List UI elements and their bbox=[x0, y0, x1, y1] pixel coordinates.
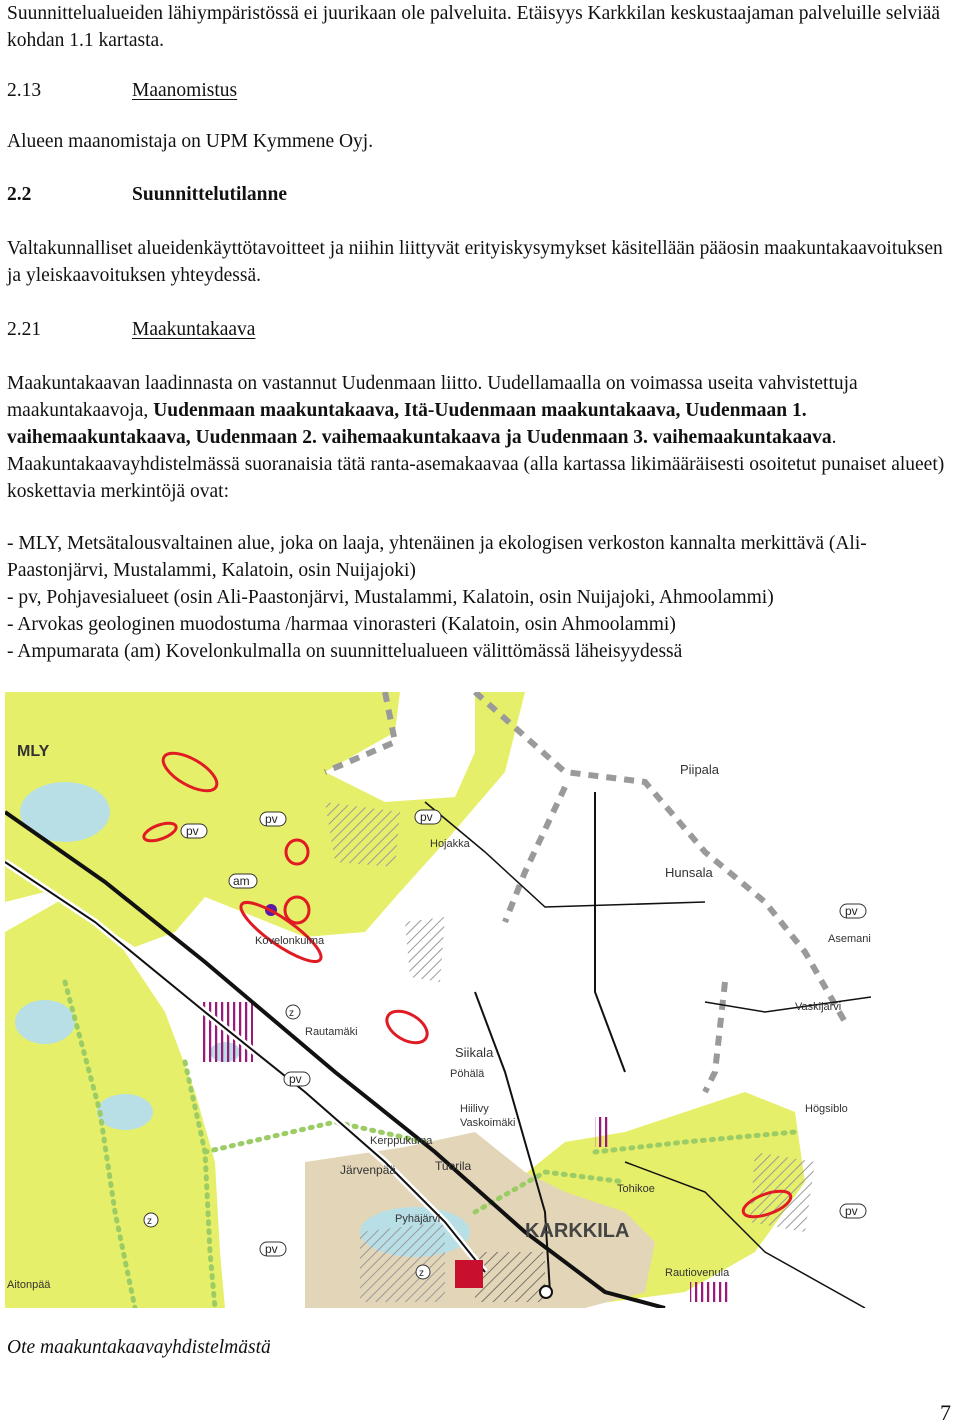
section-number: 2.21 bbox=[7, 319, 42, 340]
pv-symbol bbox=[284, 1072, 310, 1086]
maakuntakaava-paragraph bbox=[7, 370, 952, 505]
page-number: 7 bbox=[940, 1400, 951, 1425]
lake bbox=[15, 1000, 75, 1044]
section-title: Suunnittelutilanne bbox=[132, 184, 287, 205]
pv-symbol bbox=[260, 1242, 286, 1256]
map-label-siikala: Siikala bbox=[455, 1045, 494, 1060]
svg-text:pv: pv bbox=[845, 1204, 858, 1218]
map-label-kovelonkulma: Kovelonkulma bbox=[255, 935, 325, 947]
z-symbol bbox=[416, 1265, 430, 1279]
pv-symbol bbox=[415, 810, 441, 824]
bullet-geologic: - Arvokas geologinen muodostuma /harmaa vinorasteri (Kalatoin, osin Ahmoolammi) bbox=[7, 614, 676, 635]
section-number: 2.13 bbox=[7, 80, 42, 101]
map-label-rautamaki: Rautamäki bbox=[305, 1026, 358, 1038]
bullet-mly: - MLY, Metsätalousvaltainen alue, joka on laaja, yhtenäinen ja ekologisen verkoston kannalta merkittävä (Ali-Paastonjärvi, Mustalammi, Kalatoin, osin Nuijajoki) bbox=[7, 533, 867, 581]
geologic-hatch bbox=[475, 1252, 545, 1302]
map-label-tuorila: Tuorila bbox=[435, 1159, 472, 1173]
map-label-vaskoimaki: Vaskoimäki bbox=[460, 1117, 516, 1129]
maakuntakaava-list-bold: Uudenmaan maakuntakaava, Itä-Uudenmaan maakuntakaava, Uudenmaan 1. vaihemaakuntakaava, Uudenmaan 2. vaihemaakuntakaava ja Uudenmaan 3. vaihemaakuntakaava bbox=[7, 400, 832, 448]
situation-paragraph: Valtakunnalliset alueidenkäyttötavoitteet ja niihin liittyvät erityiskysymykset käsitellään pääosin maakuntakaavoituksen ja yleiskaavoituksen yhteydessä. bbox=[7, 238, 943, 286]
map-label-aitonpaa: Aitonpää bbox=[7, 1279, 51, 1291]
svg-text:pv: pv bbox=[265, 812, 278, 826]
map-label-mly: MLY bbox=[17, 743, 50, 760]
section-heading-2-13 bbox=[7, 77, 237, 104]
svg-text:pv: pv bbox=[420, 810, 433, 824]
z-symbol bbox=[144, 1213, 158, 1227]
svg-text:z: z bbox=[147, 1216, 152, 1227]
svg-text:z: z bbox=[419, 1268, 424, 1279]
owner-paragraph: Alueen maanomistaja on UPM Kymmene Oyj. bbox=[7, 131, 374, 152]
maakuntakaava-text-2: . Maakuntakaavayhdistelmässä suoranaisia tätä ranta-asemakaavaa (alla kartassa likimääräisesti osoitetut punaiset alueet) koskettavia merkintöjä ovat: bbox=[7, 427, 945, 502]
map-label-tohikoe: Tohikoe bbox=[617, 1183, 655, 1195]
map-label-pohala: Pöhälä bbox=[450, 1068, 485, 1080]
regional-plan-map bbox=[5, 692, 871, 1308]
geologic-hatch bbox=[360, 1222, 445, 1302]
map-label-hunsala: Hunsala bbox=[665, 865, 713, 880]
z-symbol bbox=[286, 1005, 300, 1019]
map-label-pyhajarvi: Pyhäjärvi bbox=[395, 1213, 441, 1225]
lake bbox=[97, 1094, 153, 1130]
map-label-rautiovenula: Rautiovenula bbox=[665, 1267, 730, 1279]
pv-symbol bbox=[260, 812, 286, 826]
section-title: Maanomistus bbox=[132, 80, 238, 101]
map-label-piipala: Piipala bbox=[680, 762, 720, 777]
map-label-vaskijarvi: Vaskijärvi bbox=[795, 1001, 842, 1013]
geologic-hatch bbox=[405, 917, 445, 982]
map-caption: Ote maakuntakaavayhdistelmästä bbox=[7, 1337, 271, 1358]
am-symbol bbox=[229, 874, 257, 888]
section-heading-2-21 bbox=[7, 316, 255, 343]
purple-hatch bbox=[595, 1117, 611, 1147]
section-heading-2-2 bbox=[7, 181, 287, 208]
map-label-karkkila: KARKKILA bbox=[525, 1220, 630, 1242]
station-symbol bbox=[540, 1286, 552, 1298]
purple-hatch bbox=[690, 1282, 730, 1302]
bullet-pv: - pv, Pohjavesialueet (osin Ali-Paastonjärvi, Mustalammi, Kalatoin, osin Nuijajoki, Ahmoolammi) bbox=[7, 587, 774, 608]
map-label-jarvenpaa: Järvenpää bbox=[340, 1163, 397, 1177]
map-label-kerppukuma: Kerppukuma bbox=[370, 1135, 433, 1147]
section-number: 2.2 bbox=[7, 184, 32, 205]
svg-text:pv: pv bbox=[289, 1072, 302, 1086]
map-label-asemani: Asemani bbox=[828, 933, 871, 945]
pv-symbol bbox=[840, 904, 866, 918]
map-label-hojakka: Hojakka bbox=[430, 838, 470, 850]
map-label-hiilivy: Hiilivy bbox=[460, 1103, 489, 1115]
bullet-shooting-range: - Ampumarata (am) Kovelonkulmalla on suunnittelualueen välittömässä läheisyydessä bbox=[7, 641, 683, 662]
intro-paragraph: Suunnittelualueiden lähiympäristössä ei juurikaan ole palveluita. Etäisyys Karkkilan keskustaajaman palveluille selviää kohdan 1.1 kartasta. bbox=[7, 3, 941, 51]
map-label-hoegiblo: Högsiblo bbox=[805, 1103, 848, 1115]
karkkila-centre-symbol bbox=[455, 1260, 483, 1288]
svg-text:z: z bbox=[289, 1008, 294, 1019]
pv-symbol bbox=[840, 1204, 866, 1218]
svg-text:pv: pv bbox=[186, 824, 199, 838]
svg-text:pv: pv bbox=[265, 1242, 278, 1256]
geologic-hatch bbox=[325, 802, 400, 867]
section-title: Maakuntakaava bbox=[132, 319, 256, 340]
svg-text:am: am bbox=[233, 874, 250, 888]
maakuntakaava-text-1: Maakuntakaavan laadinnasta on vastannut Uudenmaan liitto. Uudellamaalla on voimassa useita vahvistettuja maakuntakaavoja, bbox=[7, 373, 858, 421]
svg-text:pv: pv bbox=[845, 904, 858, 918]
pv-symbol bbox=[181, 824, 207, 838]
